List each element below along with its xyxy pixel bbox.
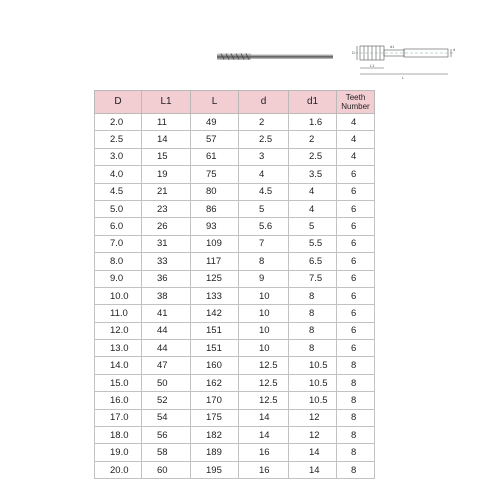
table-row <box>95 287 375 304</box>
cell-shank-diameter: 5.6 <box>239 218 289 235</box>
cell-diameter: 8.0 <box>95 253 142 270</box>
cell-teeth-number: 8 <box>337 461 375 478</box>
cell-teeth-number: 4 <box>337 131 375 148</box>
cell-total-length: 170 <box>191 392 239 409</box>
cell-flute-length: 58 <box>142 444 191 461</box>
table-row <box>95 148 375 165</box>
drawing-label-total-length: L <box>402 75 405 80</box>
table-row <box>95 340 375 357</box>
cell-diameter: 17.0 <box>95 409 142 426</box>
cell-neck-diameter: 4 <box>289 200 337 217</box>
cell-shank-diameter: 4 <box>239 166 289 183</box>
cell-total-length: 117 <box>191 253 239 270</box>
cell-shank-diameter: 16 <box>239 461 289 478</box>
cell-flute-length: 56 <box>142 427 191 444</box>
cell-shank-diameter: 8 <box>239 253 289 270</box>
table-header-row <box>95 91 375 114</box>
cell-neck-diameter: 4 <box>289 183 337 200</box>
cell-flute-length: 47 <box>142 357 191 374</box>
cell-total-length: 162 <box>191 374 239 391</box>
cell-neck-diameter: 6.5 <box>289 253 337 270</box>
cell-teeth-number: 6 <box>337 305 375 322</box>
cell-diameter: 10.0 <box>95 287 142 304</box>
cell-shank-diameter: 10 <box>239 287 289 304</box>
cell-neck-diameter: 8 <box>289 322 337 339</box>
cell-shank-diameter: 14 <box>239 409 289 426</box>
cell-teeth-number: 6 <box>337 235 375 252</box>
cell-diameter: 16.0 <box>95 392 142 409</box>
cell-flute-length: 21 <box>142 183 191 200</box>
cell-teeth-number: 8 <box>337 357 375 374</box>
cell-shank-diameter: 2.5 <box>239 131 289 148</box>
table-row <box>95 409 375 426</box>
cell-shank-diameter: 10 <box>239 305 289 322</box>
table-row <box>95 392 375 409</box>
header-neck-diameter: d1 <box>289 91 337 114</box>
cell-teeth-number: 8 <box>337 409 375 426</box>
cell-total-length: 182 <box>191 427 239 444</box>
cell-shank-diameter: 5 <box>239 200 289 217</box>
cell-neck-diameter: 10.5 <box>289 374 337 391</box>
table-row <box>95 253 375 270</box>
cell-teeth-number: 8 <box>337 427 375 444</box>
cell-total-length: 142 <box>191 305 239 322</box>
cell-diameter: 7.0 <box>95 235 142 252</box>
cell-shank-diameter: 3 <box>239 148 289 165</box>
cell-teeth-number: 6 <box>337 183 375 200</box>
cell-total-length: 86 <box>191 200 239 217</box>
cell-neck-diameter: 5.5 <box>289 235 337 252</box>
cell-neck-diameter: 10.5 <box>289 392 337 409</box>
table-row <box>95 218 375 235</box>
cell-flute-length: 60 <box>142 461 191 478</box>
cell-diameter: 2.0 <box>95 114 142 131</box>
drawing-label-shank: d <box>453 47 456 52</box>
cell-neck-diameter: 14 <box>289 461 337 478</box>
reamer-photo <box>215 47 335 65</box>
table-row <box>95 166 375 183</box>
cell-total-length: 93 <box>191 218 239 235</box>
cell-teeth-number: 4 <box>337 114 375 131</box>
cell-total-length: 189 <box>191 444 239 461</box>
cell-teeth-number: 6 <box>337 270 375 287</box>
cell-teeth-number: 4 <box>337 148 375 165</box>
cell-flute-length: 50 <box>142 374 191 391</box>
cell-shank-diameter: 12.5 <box>239 357 289 374</box>
cell-diameter: 9.0 <box>95 270 142 287</box>
cell-flute-length: 26 <box>142 218 191 235</box>
cell-neck-diameter: 7.5 <box>289 270 337 287</box>
cell-shank-diameter: 16 <box>239 444 289 461</box>
cell-neck-diameter: 8 <box>289 340 337 357</box>
cell-diameter: 3.0 <box>95 148 142 165</box>
cell-diameter: 12.0 <box>95 322 142 339</box>
table-row <box>95 322 375 339</box>
cell-shank-diameter: 12.5 <box>239 392 289 409</box>
cell-diameter: 2.5 <box>95 131 142 148</box>
cell-neck-diameter: 12 <box>289 409 337 426</box>
drawing-label-flute-length: L1 <box>370 63 375 68</box>
reamer-dimension-drawing <box>350 38 462 80</box>
cell-flute-length: 36 <box>142 270 191 287</box>
cell-flute-length: 23 <box>142 200 191 217</box>
cell-diameter: 6.0 <box>95 218 142 235</box>
cell-diameter: 4.0 <box>95 166 142 183</box>
reamer-spec-table <box>94 90 375 479</box>
cell-neck-diameter: 14 <box>289 444 337 461</box>
cell-flute-length: 38 <box>142 287 191 304</box>
cell-diameter: 5.0 <box>95 200 142 217</box>
cell-shank-diameter: 12.5 <box>239 374 289 391</box>
header-teeth-number: Teeth Number <box>337 91 375 114</box>
cell-teeth-number: 6 <box>337 287 375 304</box>
header-flute-length: L1 <box>142 91 191 114</box>
table-body <box>95 114 375 479</box>
cell-flute-length: 44 <box>142 340 191 357</box>
cell-neck-diameter: 10.5 <box>289 357 337 374</box>
cell-shank-diameter: 4.5 <box>239 183 289 200</box>
cell-teeth-number: 6 <box>337 218 375 235</box>
table-row <box>95 444 375 461</box>
cell-flute-length: 44 <box>142 322 191 339</box>
cell-diameter: 13.0 <box>95 340 142 357</box>
table-row <box>95 235 375 252</box>
table-row <box>95 270 375 287</box>
cell-neck-diameter: 12 <box>289 427 337 444</box>
header-diameter: D <box>95 91 142 114</box>
cell-total-length: 57 <box>191 131 239 148</box>
table-row <box>95 131 375 148</box>
table-row <box>95 427 375 444</box>
cell-neck-diameter: 8 <box>289 287 337 304</box>
cell-total-length: 61 <box>191 148 239 165</box>
cell-teeth-number: 6 <box>337 200 375 217</box>
cell-teeth-number: 6 <box>337 340 375 357</box>
cell-total-length: 133 <box>191 287 239 304</box>
cell-total-length: 75 <box>191 166 239 183</box>
cell-total-length: 151 <box>191 322 239 339</box>
cell-flute-length: 33 <box>142 253 191 270</box>
table-row <box>95 461 375 478</box>
cell-shank-diameter: 14 <box>239 427 289 444</box>
drawing-label-diameter: D <box>352 50 355 55</box>
drawing-label-neck: d1 <box>390 44 395 49</box>
cell-diameter: 15.0 <box>95 374 142 391</box>
table-row <box>95 114 375 131</box>
table-row <box>95 357 375 374</box>
cell-total-length: 160 <box>191 357 239 374</box>
cell-total-length: 195 <box>191 461 239 478</box>
cell-total-length: 125 <box>191 270 239 287</box>
cell-diameter: 20.0 <box>95 461 142 478</box>
header-total-length: L <box>191 91 239 114</box>
cell-flute-length: 14 <box>142 131 191 148</box>
cell-neck-diameter: 2.5 <box>289 148 337 165</box>
cell-shank-diameter: 7 <box>239 235 289 252</box>
cell-neck-diameter: 8 <box>289 305 337 322</box>
cell-teeth-number: 6 <box>337 253 375 270</box>
cell-diameter: 18.0 <box>95 427 142 444</box>
cell-flute-length: 41 <box>142 305 191 322</box>
cell-total-length: 109 <box>191 235 239 252</box>
cell-teeth-number: 6 <box>337 322 375 339</box>
cell-total-length: 151 <box>191 340 239 357</box>
cell-flute-length: 54 <box>142 409 191 426</box>
cell-flute-length: 15 <box>142 148 191 165</box>
cell-diameter: 19.0 <box>95 444 142 461</box>
table-row <box>95 374 375 391</box>
cell-flute-length: 11 <box>142 114 191 131</box>
cell-teeth-number: 6 <box>337 166 375 183</box>
header-shank-diameter: d <box>239 91 289 114</box>
table-row <box>95 183 375 200</box>
cell-total-length: 80 <box>191 183 239 200</box>
cell-shank-diameter: 10 <box>239 340 289 357</box>
cell-shank-diameter: 2 <box>239 114 289 131</box>
cell-flute-length: 31 <box>142 235 191 252</box>
cell-diameter: 4.5 <box>95 183 142 200</box>
cell-flute-length: 52 <box>142 392 191 409</box>
table-row <box>95 200 375 217</box>
cell-neck-diameter: 3.5 <box>289 166 337 183</box>
table-row <box>95 305 375 322</box>
cell-teeth-number: 8 <box>337 444 375 461</box>
cell-total-length: 175 <box>191 409 239 426</box>
cell-neck-diameter: 5 <box>289 218 337 235</box>
cell-total-length: 49 <box>191 114 239 131</box>
cell-flute-length: 19 <box>142 166 191 183</box>
cell-diameter: 11.0 <box>95 305 142 322</box>
cell-neck-diameter: 1.6 <box>289 114 337 131</box>
cell-teeth-number: 8 <box>337 392 375 409</box>
cell-diameter: 14.0 <box>95 357 142 374</box>
cell-teeth-number: 8 <box>337 374 375 391</box>
cell-shank-diameter: 9 <box>239 270 289 287</box>
cell-neck-diameter: 2 <box>289 131 337 148</box>
cell-shank-diameter: 10 <box>239 322 289 339</box>
